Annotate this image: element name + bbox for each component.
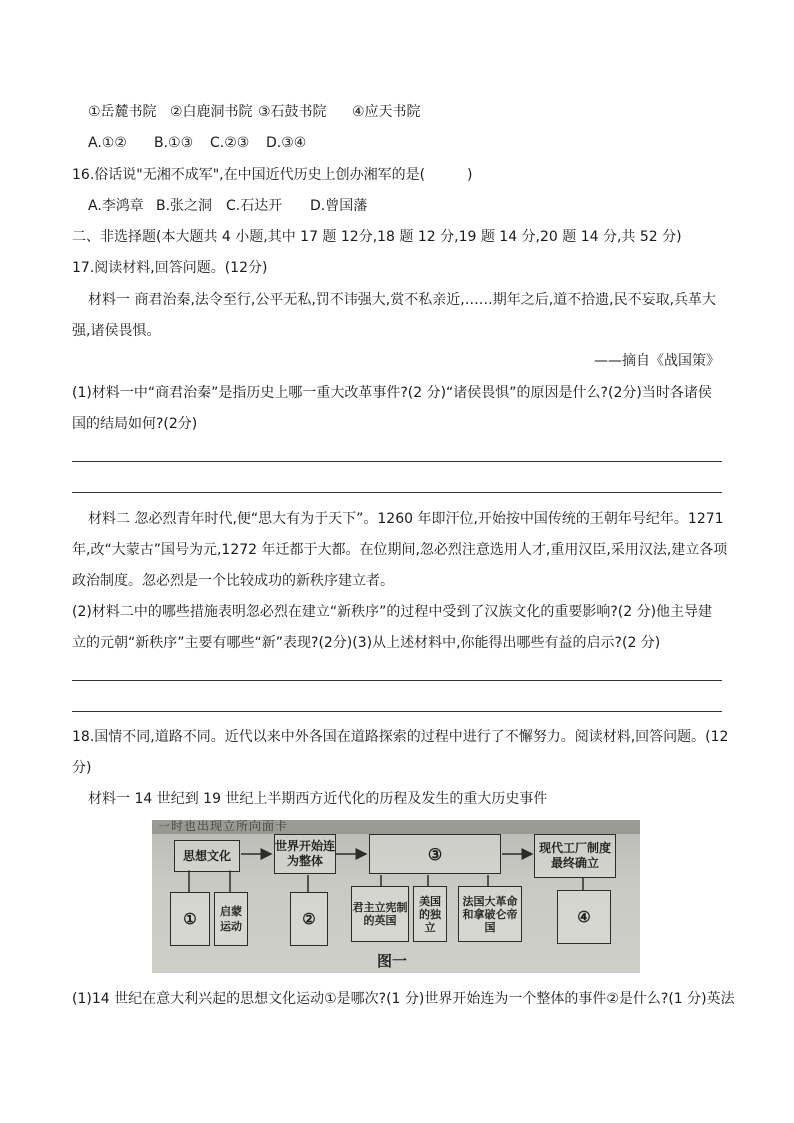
q16-option-a: A.李鸿章 [88, 198, 144, 214]
box-factory-system: 现代工厂制度最终确立 [534, 834, 616, 878]
figure-history-diagram [152, 820, 640, 973]
q16-stem: 16.俗话说"无湘不成军",在中国近代历史上创办湘军的是( ) [72, 167, 473, 183]
q16-option-d: D.曾国藩 [310, 198, 368, 214]
box-1: ① [170, 892, 210, 946]
answer-line [72, 711, 722, 712]
answer-line [72, 680, 722, 681]
q17-question2-line2: 立的元朝“新秩序”主要有哪些“新”表现?(2分)(3)从上述材料中,你能得出哪些有益的启示?(2 分) [72, 635, 661, 651]
q17-material1-line1: 材料一 商君治秦,法令至行,公平无私,罚不讳强大,赏不私亲近,……期年之后,道不拾遗,民不妄取,兵革大 [88, 292, 717, 308]
box-4: ④ [557, 890, 611, 944]
q17-material2-line2: 年,改“大蒙古”国号为元,1272 年迁都于大都。在位期间,忽必烈注意选用人才,重用汉臣,采用汉法,建立各项 [72, 542, 728, 558]
box-2: ② [290, 892, 328, 946]
box-us: 美国的独立 [413, 886, 447, 942]
q18-stem-line2: 分) [72, 760, 92, 776]
box-3: ③ [369, 834, 501, 874]
q16-option-c: C.石达开 [226, 198, 283, 214]
box-uk: 君主立宪制的英国 [351, 886, 409, 942]
q17-material1-source: ——摘自《战国策》 [594, 353, 720, 369]
q15-option-d: D.③④ [266, 135, 307, 151]
q16-option-b: B.张之洞 [156, 198, 213, 214]
q15-option-b: B.①③ [154, 135, 194, 151]
box-thought-culture: 思想文化 [174, 840, 240, 872]
q15-item-4: ④应天书院 [352, 104, 421, 120]
q15-item-3: ③石鼓书院 [258, 104, 327, 120]
section-heading: 二、非选择题(本大题共 4 小题,其中 17 题 12分,18 题 12 分,19 题 14 分,20 题 14 分,共 52 分) [72, 229, 682, 245]
q17-question2-line1: (2)材料二中的哪些措施表明忽必烈在建立“新秩序”的过程中受到了汉族文化的重要影响?(2 分)他主导建 [72, 604, 713, 620]
box-france: 法国大革命和拿破仑帝国 [458, 886, 522, 942]
q17-material2-line1: 材料二 忽必烈青年时代,便“思大有为于天下”。1260 年即汗位,开始按中国传统的王朝年号纪年。1271 [88, 511, 724, 527]
answer-line [72, 461, 722, 462]
q17-question1-line1: (1)材料一中“商君治秦”是指历史上哪一重大改革事件?(2 分)“诸侯畏惧”的原因是什么?(2分)当时各诸侯 [72, 385, 712, 401]
q16-options [88, 196, 380, 216]
q18-material1: 材料一 14 世纪到 19 世纪上半期西方近代化的历程及发生的重大历史事件 [88, 791, 548, 807]
box-enlightenment: 启蒙运动 [214, 892, 248, 946]
q15-items [88, 102, 442, 122]
q18-question1: (1)14 世纪在意大利兴起的思想文化运动①是哪次?(1 分)世界开始连为一个整体的事件②是什么?(1 分)英法 [72, 991, 735, 1007]
q17-material2-line3: 政治制度。忽必烈是一个比较成功的新秩序建立者。 [72, 573, 394, 589]
q15-option-c: C.②③ [210, 135, 250, 151]
box-world-connected: 世界开始连为整体 [274, 834, 336, 874]
q17-question1-line2: 国的结局如何?(2分) [72, 416, 198, 432]
q15-item-2: ②白鹿洞书院 [170, 104, 253, 120]
answer-line [72, 492, 722, 493]
figure-top-text: 一时也出现立所向面卡 [158, 820, 289, 833]
q15-item-1: ①岳麓书院 [88, 104, 157, 120]
q18-stem-line1: 18.国情不同,道路不同。近代以来中外各国在道路探索的过程中进行了不懈努力。阅读材料,回答问题。(12 [72, 729, 729, 745]
q17-title: 17.阅读材料,回答问题。(12分) [72, 260, 268, 276]
q17-material1-line2: 强,诸侯畏惧。 [72, 323, 161, 339]
figure-caption: 图一 [377, 952, 408, 970]
q15-option-a: A.①② [88, 135, 127, 151]
q15-options [88, 133, 326, 153]
